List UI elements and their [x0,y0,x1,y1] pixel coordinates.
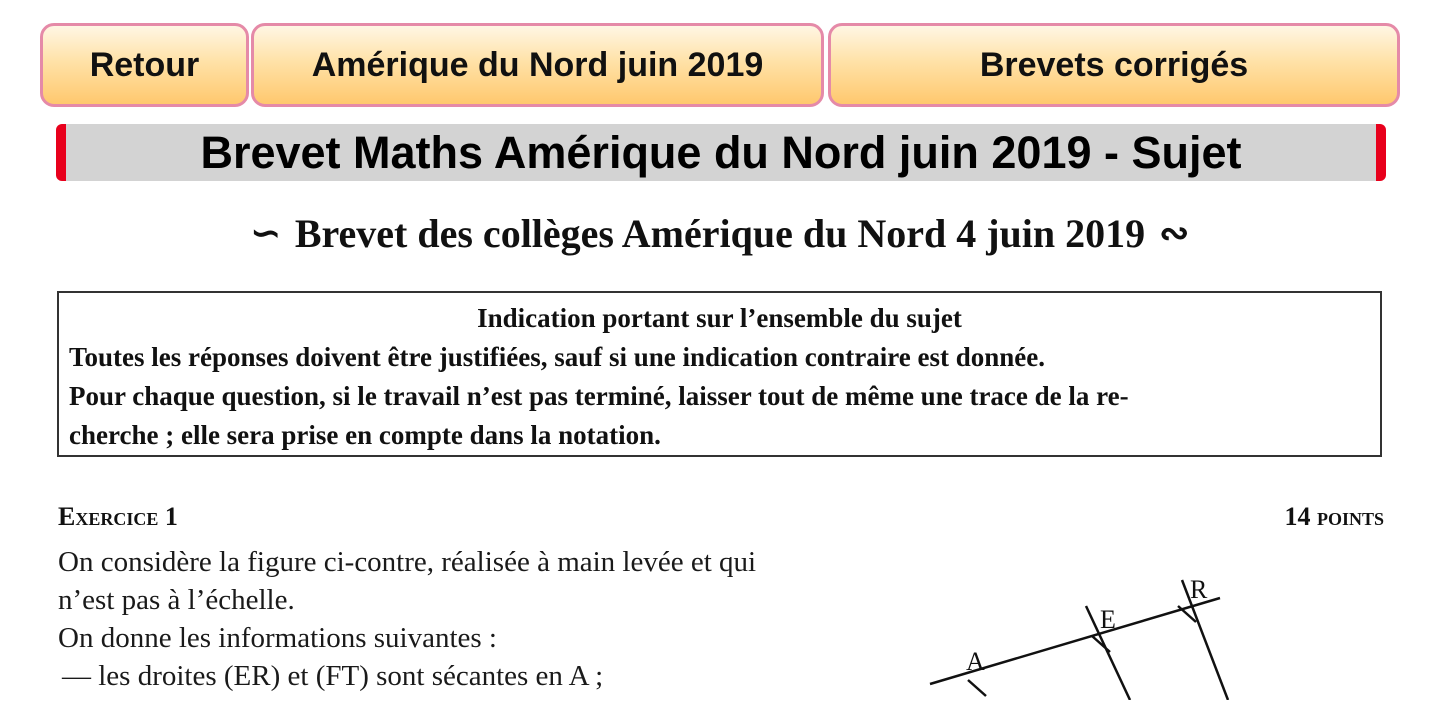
ornament-left-icon: ∽ [250,213,281,253]
ornament-right-icon: ∾ [1159,213,1190,253]
exercise-text [58,543,898,695]
label-e: E [1100,605,1116,634]
corrected-brevets-button[interactable]: Brevets corrigés [828,23,1400,107]
indication-line: Toutes les réponses doivent être justifiées, sauf si une indication contraire est donnée. [69,342,1045,372]
label-a: A [966,647,985,676]
exercise-title: Exercice 1 [58,502,178,531]
geometry-figure [920,560,1240,700]
indication-box [57,291,1382,457]
exercise-points: 14 points [1284,502,1384,531]
current-subject-button[interactable]: Amérique du Nord juin 2019 [251,23,824,107]
mark-a [968,680,986,696]
label-r: R [1190,575,1208,604]
indication-line: Pour chaque question, si le travail n’est pas terminé, laisser tout de même une trace de la re- [69,381,1129,411]
document-heading [0,206,1440,260]
indication-title: Indication portant sur l’ensemble du sujet [477,303,962,333]
indication-line: cherche ; elle sera prise en compte dans la notation. [69,420,661,450]
exercise-line: On donne les informations suivantes : [58,622,497,654]
exercise-line: — les droites (ER) et (FT) sont sécantes en A ; [62,660,604,692]
document-heading-text: Brevet des collèges Amérique du Nord 4 juin 2019 [294,210,1146,256]
exercise-line: n’est pas à l’échelle. [58,584,295,616]
exercise-line: On considère la figure ci-contre, réalisée à main levée et qui [58,546,757,578]
page-title: Brevet Maths Amérique du Nord juin 2019 - Sujet [56,124,1386,181]
back-button[interactable]: Retour [40,23,249,107]
